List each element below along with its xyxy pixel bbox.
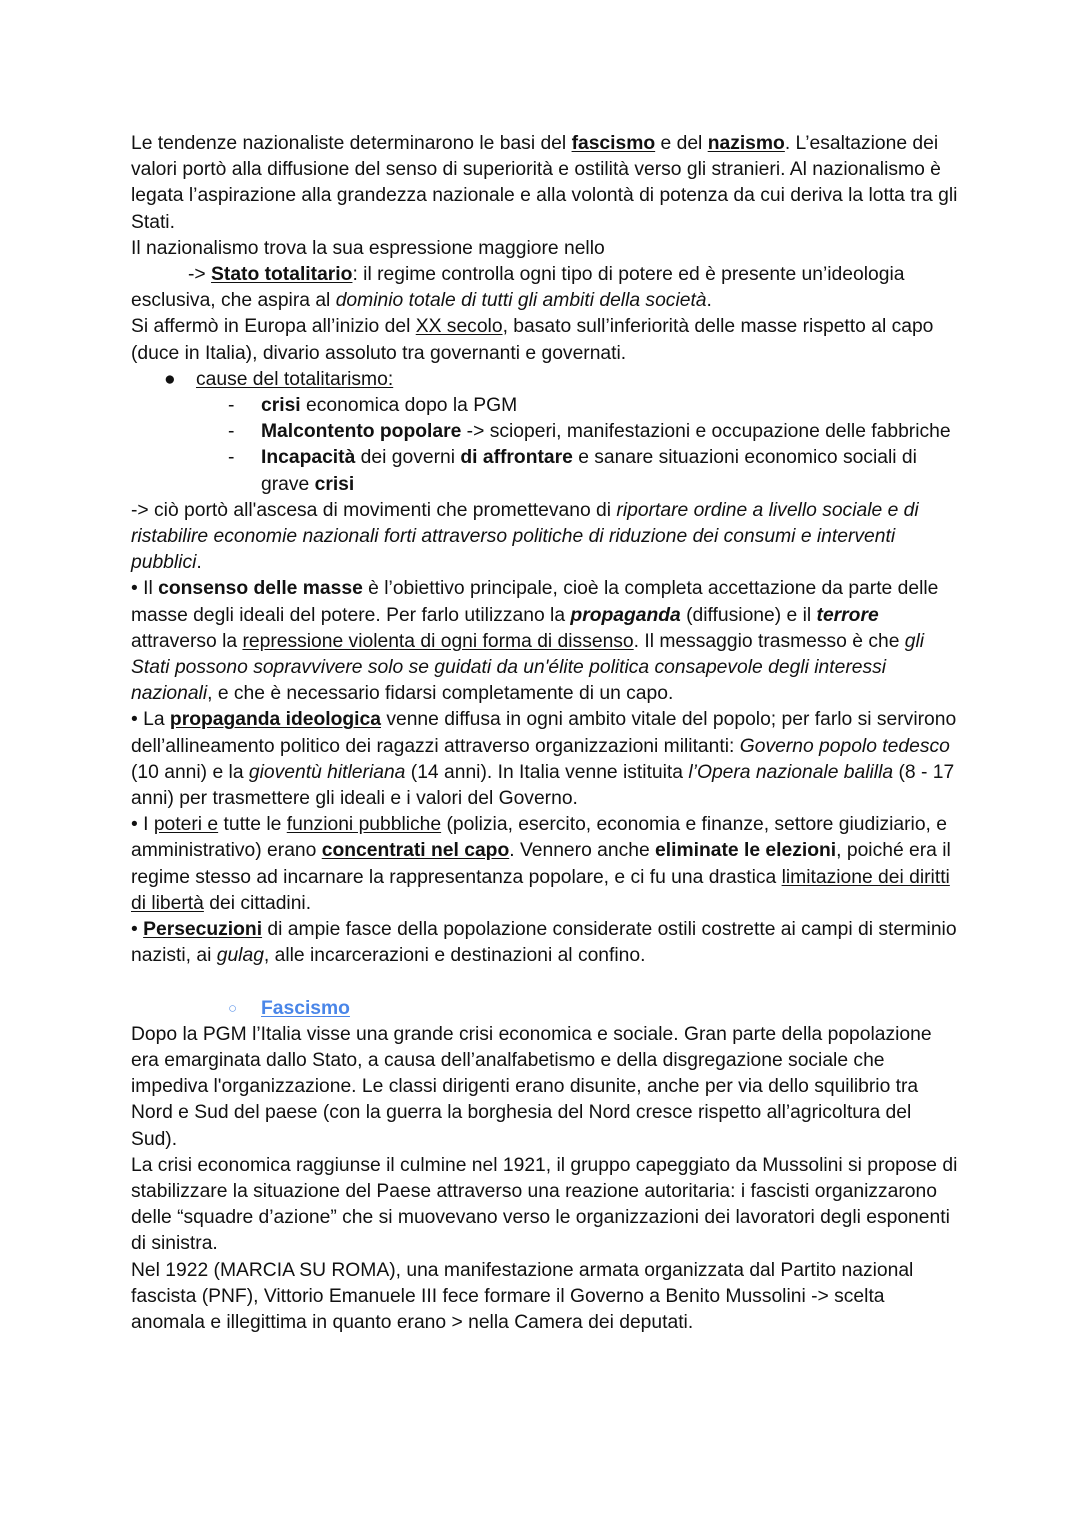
bullet-icon: ● <box>164 368 176 390</box>
term-xx-secolo: XX secolo <box>415 316 503 338</box>
totalitarian-state-definition: -> Stato totalitario: il regime controlla ogni tipo di potere ed è presente un’ideologia esclusiva, che aspira al dominio totale di tutti gli ambiti della società. <box>131 264 905 312</box>
intro-paragraph: Le tendenze nazionaliste determinarono le basi del fascismo e del nazismo. L’esaltazione dei valori portò alla diffusione del senso di superiorità e ostilità verso gli stranieri. Al nazionalismo è legata l’aspirazione alla grandezza nazionale e alla volontà di potenza da cui deriva la lotta tra gli Stati. <box>131 133 958 233</box>
persecuzioni-paragraph: • Persecuzioni di ampie fasce della popolazione considerate ostili costrette ai campi di sterminio nazisti, ai gulag, alle incarcerazioni e destinazioni al confino. <box>131 919 957 967</box>
cause-item: - Incapacità dei governi di affrontare e sanare situazioni economico sociali di grave crisi <box>228 447 917 495</box>
dash-icon: - <box>228 421 235 443</box>
document-page <box>131 131 961 1336</box>
nationalism-line: Il nazionalismo trova la sua espressione maggiore nello <box>131 237 605 259</box>
dash-icon: - <box>228 395 235 417</box>
consenso-paragraph: • Il consenso delle masse è l’obiettivo principale, cioè la completa accettazione da parte delle masse degli ideali del potere. Per farlo utilizzano la propaganda (diffusione) e il terrore attraverso la repressione violenta di ogni forma di dissenso. Il messaggio trasmesso è che gli Stati possono sopravvivere solo se guidati da un'élite politica consapevole degli interessi nazionali, e che è necessario fidarsi completamente di un capo. <box>131 578 939 705</box>
propaganda-paragraph: • La propaganda ideologica venne diffusa in ogni ambito vitale del popolo; per farlo si servirono dell’allineamento politico dei ragazzi attraverso organizzazioni militanti: Governo popolo tedesco (10 anni) e la gioventù hitleriana (14 anni). In Italia venne istituita l’Opera nazionale balilla (8 - 17 anni) per trasmettere gli ideali e i valori del Governo. <box>131 709 957 810</box>
arrow: -> <box>188 264 212 286</box>
section-heading-fascismo[interactable]: Fascismo <box>261 997 350 1019</box>
consequence-paragraph: -> ciò portò all'ascesa di movimenti che promettevano di riportare ordine a livello sociale e di ristabilire economie nazionali forti attraverso politiche di riduzione dei consumi e interventi pubblici. <box>131 499 919 574</box>
spacer <box>131 970 961 996</box>
europe-paragraph: Si affermò in Europa all’inizio del XX secolo, basato sull’inferiorità delle masse rispetto al capo (duce in Italia), divario assoluto tra governanti e governati. <box>131 316 934 364</box>
cause-item: - crisi economica dopo la PGM <box>131 393 961 419</box>
fascismo-paragraph-3: Nel 1922 (MARCIA SU ROMA), una manifestazione armata organizzata dal Partito nazional fascista (PNF), Vittorio Emanuele III fece formare il Governo a Benito Mussolini -> scelta anomala e illegittima in quanto erano > nella Camera dei deputati. <box>131 1259 914 1333</box>
causes-title: cause del totalitarismo: <box>196 368 394 390</box>
fascismo-paragraph-2: La crisi economica raggiunse il culmine nel 1921, il gruppo capeggiato da Mussolini si propose di stabilizzare la situazione del Paese attraverso una reazione autoritaria: i fascisti organizzarono delle “squadre d’azione” che si muovevano verso le organizzazioni dei lavoratori degli esponenti di sinistra. <box>131 1154 958 1255</box>
causes-bullet <box>131 367 961 393</box>
poteri-paragraph: • I poteri e tutte le funzioni pubbliche (polizia, esercito, economia e finanze, settore giudiziario, e amministrativo) erano concentrati nel capo. Vennero anche eliminate le elezioni, poiché era il regime stesso ad incarnare la rappresentanza popolare, e ci fu una drastica limitazione dei diritti di libertà dei cittadini. <box>131 814 951 914</box>
term-nazismo: nazismo <box>707 133 785 154</box>
cause-item: - Malcontento popolare -> scioperi, manifestazioni e occupazione delle fabbriche <box>131 419 961 445</box>
fascismo-heading-row <box>131 996 961 1022</box>
term-fascismo: fascismo <box>571 133 656 154</box>
fascismo-paragraph-1: Dopo la PGM l’Italia visse una grande crisi economica e sociale. Gran parte della popolazione era emarginata dallo Stato, a causa dell’analfabetismo e della disgregazione sociale che impediva l'organizzazione. Le classi dirigenti erano disunite, anche per via dello squilibrio tra Nord e Sud del paese (con la guerra la borghesia del Nord cresce rispetto all’agricoltura del Sud). <box>131 1023 932 1150</box>
hollow-bullet-icon: ○ <box>228 999 238 1017</box>
dash-icon: - <box>228 447 235 469</box>
term-stato-totalitario: Stato totalitario <box>211 264 353 286</box>
